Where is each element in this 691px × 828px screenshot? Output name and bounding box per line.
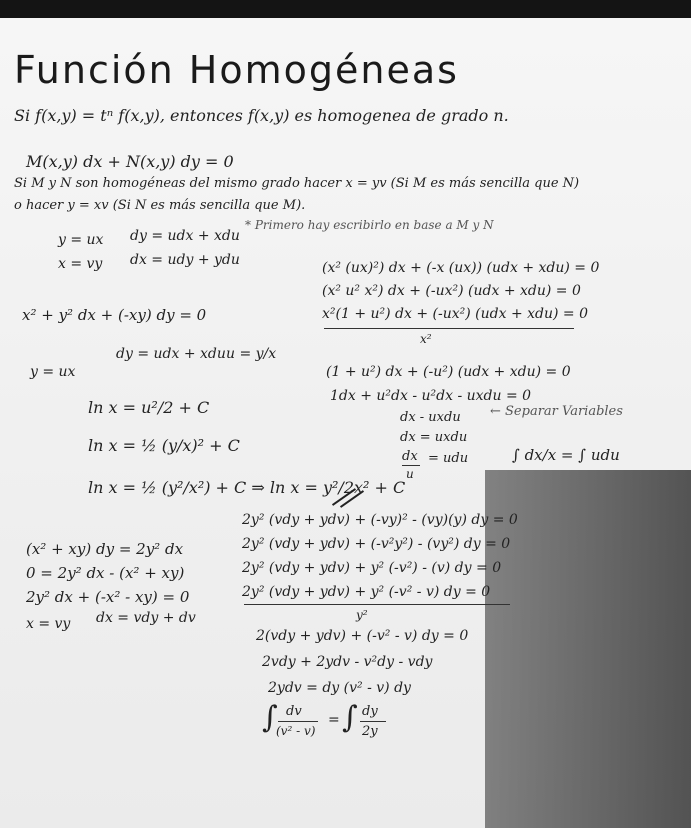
- example2-r5: 2(vdy + ydv) + (-v² - v) dy = 0: [256, 628, 469, 644]
- example1-step8-denominator: u: [406, 467, 414, 481]
- example1-result-3: ln x = ½ (y²/x²) + C ⇒ ln x = y²/2x² + C: [88, 478, 406, 497]
- int-left-bar: [278, 721, 318, 722]
- int-right-bar: [360, 721, 386, 722]
- example1-sub-y: y = ux: [30, 364, 76, 380]
- sub-x: x = vy: [58, 256, 103, 272]
- example2-r3: 2y² (vdy + ydv) + y² (-v²) - (v) dy = 0: [242, 560, 502, 576]
- top-dark-edge: [0, 0, 691, 18]
- note-text: * Primero hay escribirlo en base a M y N: [245, 218, 494, 232]
- example1-sub-dy: dy = udx + xdu: [116, 346, 226, 362]
- step8-fraction-bar: [402, 465, 420, 466]
- example1-equation: x² + y² dx + (-xy) dy = 0: [22, 306, 207, 324]
- page-title: Función Homogéneas: [14, 48, 459, 92]
- definition-text: Si f(x,y) = tⁿ f(x,y), entonces f(x,y) es homogenea de grado n.: [14, 106, 509, 125]
- separate-variables-note: ← Separar Variables: [490, 404, 623, 419]
- example2-r2: 2y² (vdy + ydv) + (-v²y²) - (vy²) dy = 0: [242, 536, 511, 552]
- integral-sign-left: ∫: [262, 700, 278, 735]
- int-left-denominator: (v² - v): [276, 724, 316, 738]
- rule-line-2: o hacer y = xv (Si N es más sencilla que M).: [14, 198, 306, 213]
- example1-step5: 1dx + u²dx - u²dx - uxdu = 0: [330, 388, 532, 404]
- fraction-bar: [324, 328, 574, 329]
- example1-step8-equals: = udu: [428, 451, 469, 466]
- example2-eq2: 0 = 2y² dx - (x² + xy): [26, 564, 185, 582]
- example1-step7: dx = uxdu: [400, 430, 468, 445]
- example2-sub-x: x = vy: [26, 616, 71, 632]
- example1-step2: (x² u² x²) dx + (-ux²) (udx + xdu) = 0: [322, 283, 581, 299]
- example2-r4-denominator: y²: [356, 608, 368, 622]
- example1-divisor: x²: [420, 332, 432, 346]
- example1-step8-numerator: dx: [402, 449, 418, 464]
- example2-eq1: (x² + xy) dy = 2y² dx: [26, 540, 184, 558]
- sub-y: y = ux: [58, 232, 104, 248]
- example1-step6: dx - uxdu: [400, 410, 461, 425]
- integral-sign-right: ∫: [342, 700, 358, 735]
- example2-r7: 2ydv = dy (v² - v) dy: [268, 680, 411, 696]
- example2-eq3: 2y² dx + (-x² - xy) = 0: [26, 588, 190, 606]
- sub-dx: dx = udy + ydu: [130, 252, 240, 268]
- rule-line-1: Si M y N son homogéneas del mismo grado hacer x = yv (Si M es más sencilla que N): [14, 176, 580, 191]
- int-right-denominator: 2y: [362, 724, 378, 739]
- general-equation: M(x,y) dx + N(x,y) dy = 0: [26, 152, 234, 171]
- int-right-numerator: dy: [362, 704, 378, 719]
- example1-step4: (1 + u²) dx + (-u²) (udx + xdu) = 0: [326, 364, 571, 380]
- int-equals: =: [328, 712, 340, 728]
- int-left-numerator: dv: [286, 704, 302, 719]
- example1-step3: x²(1 + u²) dx + (-ux²) (udx + xdu) = 0: [322, 306, 589, 322]
- sub-dy: dy = udx + xdu: [130, 228, 240, 244]
- example2-r6: 2vdy + 2ydv - v²dy - vdy: [262, 654, 433, 670]
- example1-integral: ∫ dx/x = ∫ udu: [512, 446, 620, 464]
- example2-sub-dx: dx = vdy + dv: [96, 610, 196, 626]
- example2-fraction-bar: [244, 604, 510, 605]
- example1-step1: (x² (ux)²) dx + (-x (ux)) (udx + xdu) = 0: [322, 260, 600, 276]
- example2-r1: 2y² (vdy + ydv) + (-vy)² - (vy)(y) dy = 0: [242, 512, 518, 528]
- example1-sub-u: u = y/x: [226, 346, 277, 362]
- example1-result-2: ln x = ½ (y/x)² + C: [88, 436, 240, 455]
- example2-r4: 2y² (vdy + ydv) + y² (-v² - v) dy = 0: [242, 584, 491, 600]
- example1-result-1: ln x = u²/2 + C: [88, 398, 210, 417]
